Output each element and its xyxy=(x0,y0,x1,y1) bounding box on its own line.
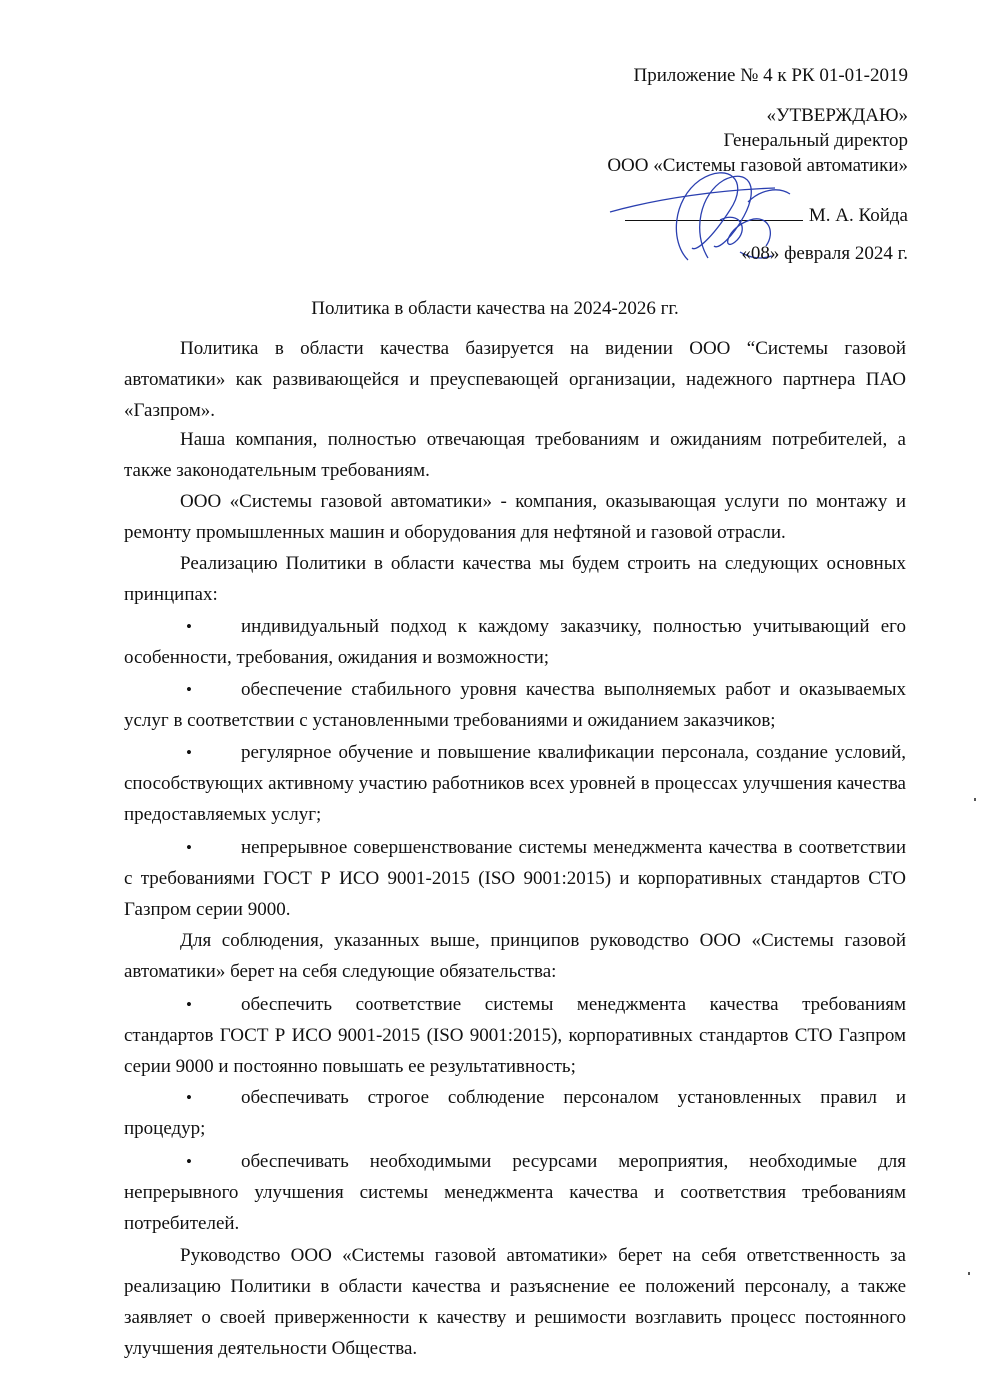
bullet-icon: • xyxy=(186,617,192,636)
obligation-text: обеспечить соответствие системы менеджмента качества требованиям стандартов ГОСТ Р ИСО 9001-2015 (ISO 9001:2015), корпоративных стандартов СТО Газпром серии 9000 и постоянно повышать ее результативность; xyxy=(124,994,906,1077)
obligation-text: обеспечивать необходимыми ресурсами мероприятия, необходимые для непрерывного улучшения системы менеджмента качества и соответствия требованиям потребителей. xyxy=(124,1151,906,1234)
principle-text: индивидуальный подход к каждому заказчику, полностью учитывающий его особенности, требования, ожидания и возможности; xyxy=(124,616,906,668)
paragraph-services: ООО «Системы газовой автоматики» - компания, оказывающая услуги по монтажу и ремонту промышленных машин и оборудования для нефтяной и газовой отрасли. xyxy=(124,491,906,543)
principle-item xyxy=(124,611,906,673)
paragraph-principles-intro: Реализацию Политики в области качества мы будем строить на следующих основных принципах: xyxy=(124,553,906,605)
obligation-item xyxy=(124,1082,906,1144)
bullet-icon: • xyxy=(186,1152,192,1171)
approver-position: Генеральный директор xyxy=(723,130,908,151)
bullet-icon: • xyxy=(186,680,192,699)
principle-text: обеспечение стабильного уровня качества выполняемых работ и оказываемых услуг в соответствии с установленными требованиями и ожиданием заказчиков; xyxy=(124,679,906,731)
approver-name: М. А. Койда xyxy=(808,205,908,226)
principle-item xyxy=(124,832,906,925)
approval-date: «08» февраля 2024 г. xyxy=(741,243,908,264)
approver-company: ООО «Системы газовой автоматики» xyxy=(607,155,908,176)
paragraph-vision: Политика в области качества базируется на видении ООО “Системы газовой автоматики» как развивающейся и преуспевающей организации, надежного партнера ПАО «Газпром». xyxy=(124,338,906,421)
obligation-item xyxy=(124,989,906,1082)
paragraph-company: Наша компания, полностью отвечающая требованиям и ожиданиям потребителей, а также законодательным требованиям. xyxy=(124,429,906,481)
document-title: Политика в области качества на 2024-2026 гг. xyxy=(311,298,679,319)
bullet-icon: • xyxy=(186,838,192,857)
bullet-icon: • xyxy=(186,1088,192,1107)
bullet-icon: • xyxy=(186,743,192,762)
approval-stamp-label: «УТВЕРЖДАЮ» xyxy=(766,105,908,126)
obligation-item xyxy=(124,1146,906,1239)
principle-item xyxy=(124,737,906,830)
paragraph-obligations-intro: Для соблюдения, указанных выше, принципов руководство ООО «Системы газовой автоматики» берет на себя следующие обязательства: xyxy=(124,930,906,982)
paragraph-closing: Руководство ООО «Системы газовой автоматики» берет на себя ответственность за реализацию Политики в области качества и разъяснение ее положений персоналу, а также заявляет о своей приверженности к качеству и решимости возглавить процесс постоянного улучшения деятельности Общества. xyxy=(124,1245,906,1359)
obligation-text: обеспечивать строгое соблюдение персоналом установленных правил и процедур; xyxy=(124,1087,906,1139)
principle-text: непрерывное совершенствование системы менеджмента качества в соответствии с требованиями ГОСТ Р ИСО 9001-2015 (ISO 9001:2015) и корпоративных стандартов СТО Газпром серии 9000. xyxy=(124,837,906,920)
bullet-icon: • xyxy=(186,995,192,1014)
scan-speck xyxy=(968,1272,970,1275)
principle-item xyxy=(124,674,906,736)
scan-speck xyxy=(974,798,976,801)
appendix-reference: Приложение № 4 к РК 01-01-2019 xyxy=(633,65,908,86)
principle-text: регулярное обучение и повышение квалификации персонала, создание условий, способствующих активному участию работников всех уровней в процессах улучшения качества предоставляемых услуг; xyxy=(124,742,906,825)
